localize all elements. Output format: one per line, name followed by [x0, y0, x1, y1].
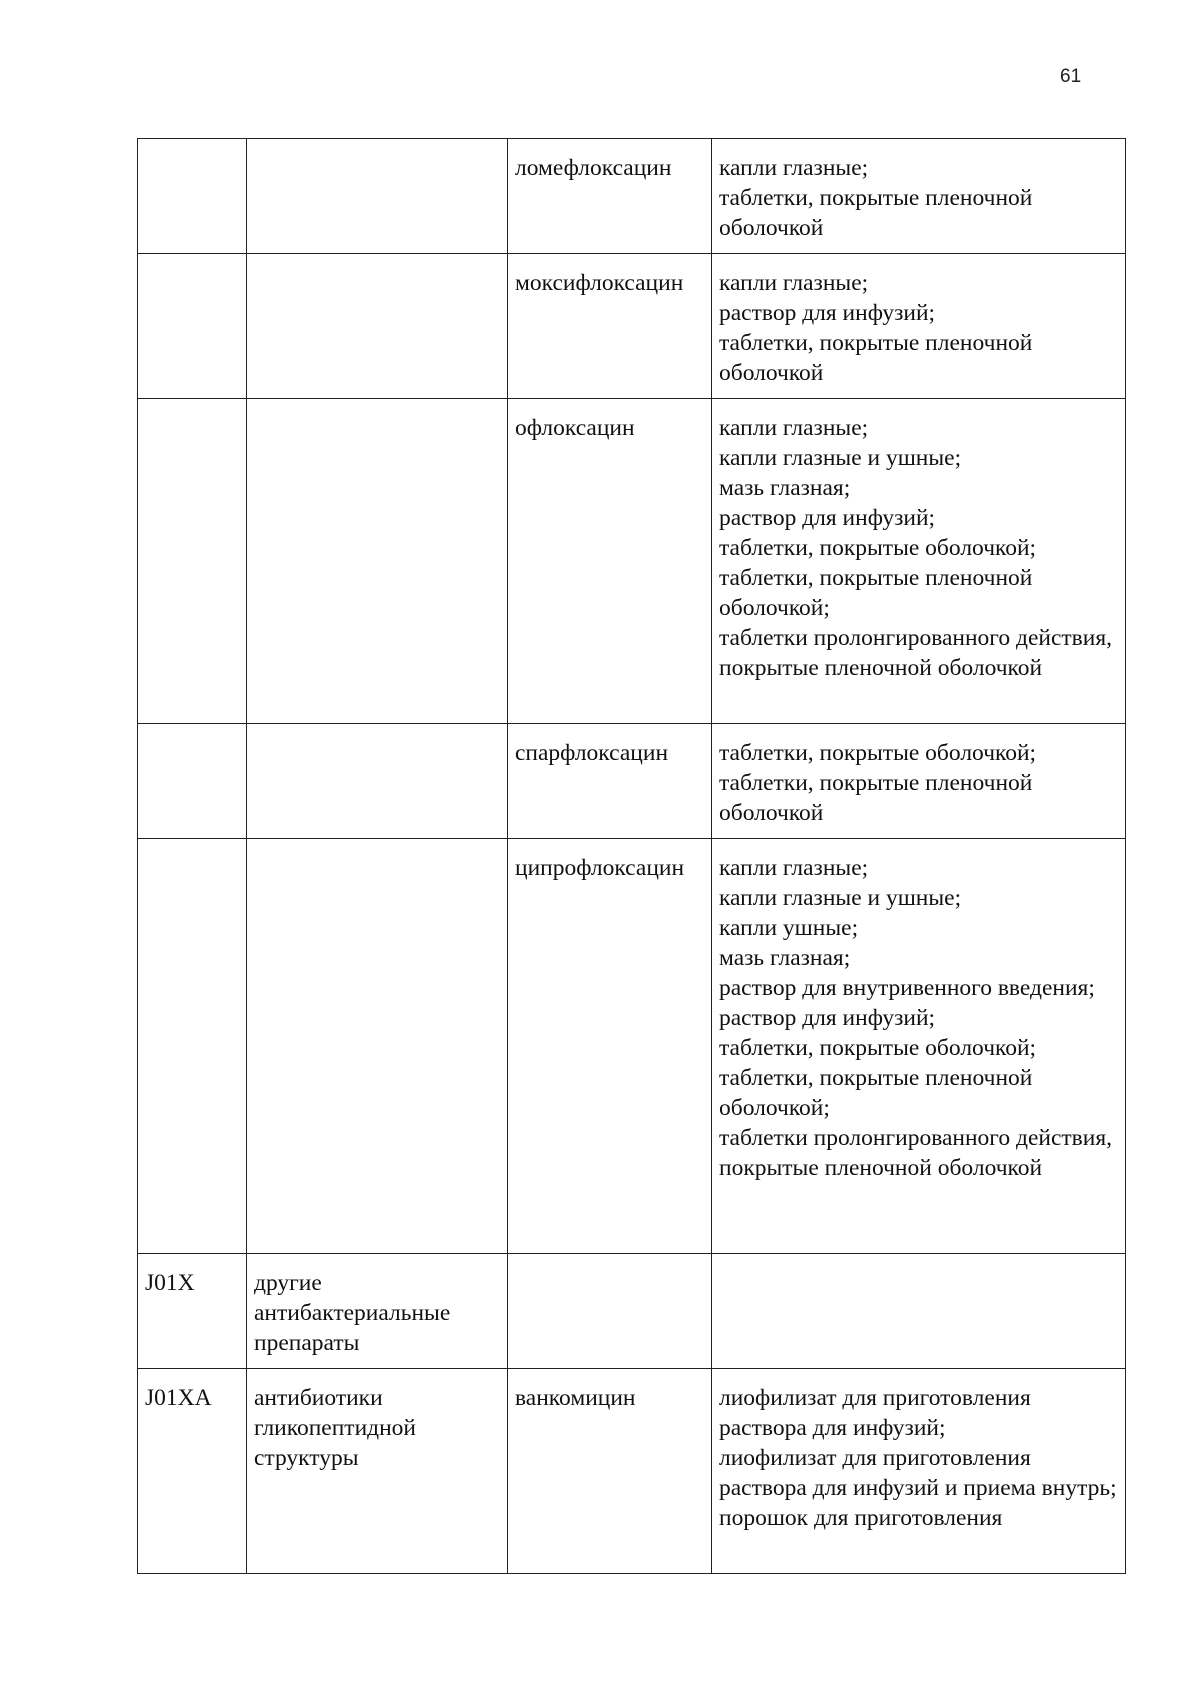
drug-name-cell: спарфлоксацин [508, 724, 712, 839]
atc-code-cell [138, 839, 247, 1254]
table-row [138, 1369, 1126, 1574]
drug-name-cell: ломефлоксацин [508, 139, 712, 254]
table-row [138, 724, 1126, 839]
drug-name-cell: моксифлоксацин [508, 254, 712, 399]
atc-code-cell [138, 254, 247, 399]
drug-table [137, 138, 1126, 1574]
group-cell: другие антибактериальные препараты [247, 1254, 508, 1369]
group-cell [247, 254, 508, 399]
group-cell [247, 724, 508, 839]
dosage-forms-cell: капли глазные; таблетки, покрытые пленочной оболочкой [712, 139, 1126, 254]
atc-code-cell [138, 139, 247, 254]
table-row [138, 254, 1126, 399]
table-row [138, 839, 1126, 1254]
page-number: 61 [1060, 66, 1082, 87]
group-cell: антибиотики гликопептидной структуры [247, 1369, 508, 1574]
dosage-forms-cell: таблетки, покрытые оболочкой; таблетки, покрытые пленочной оболочкой [712, 724, 1126, 839]
table-row [138, 1254, 1126, 1369]
dosage-forms-cell [712, 1254, 1126, 1369]
drug-name-cell: ципрофлоксацин [508, 839, 712, 1254]
dosage-forms-cell: капли глазные; раствор для инфузий; таблетки, покрытые пленочной оболочкой [712, 254, 1126, 399]
group-cell [247, 139, 508, 254]
drug-name-cell [508, 1254, 712, 1369]
group-cell [247, 399, 508, 724]
drug-name-cell: ванкомицин [508, 1369, 712, 1574]
atc-code-cell: J01X [138, 1254, 247, 1369]
dosage-forms-cell: лиофилизат для приготовления раствора для инфузий; лиофилизат для приготовления раствора для инфузий и приема внутрь; порошок для приготовления [712, 1369, 1126, 1574]
table-row [138, 139, 1126, 254]
drug-name-cell: офлоксацин [508, 399, 712, 724]
dosage-forms-cell: капли глазные; капли глазные и ушные; мазь глазная; раствор для инфузий; таблетки, покрытые оболочкой; таблетки, покрытые пленочной оболочкой; таблетки пролонгированного действия, покрытые пленочной оболочкой [712, 399, 1126, 724]
dosage-forms-cell: капли глазные; капли глазные и ушные; капли ушные; мазь глазная; раствор для внутривенного введения; раствор для инфузий; таблетки, покрытые оболочкой; таблетки, покрытые пленочной оболочкой; таблетки пролонгированного действия, покрытые пленочной оболочкой [712, 839, 1126, 1254]
table-row [138, 399, 1126, 724]
atc-code-cell [138, 724, 247, 839]
atc-code-cell [138, 399, 247, 724]
atc-code-cell: J01XA [138, 1369, 247, 1574]
group-cell [247, 839, 508, 1254]
